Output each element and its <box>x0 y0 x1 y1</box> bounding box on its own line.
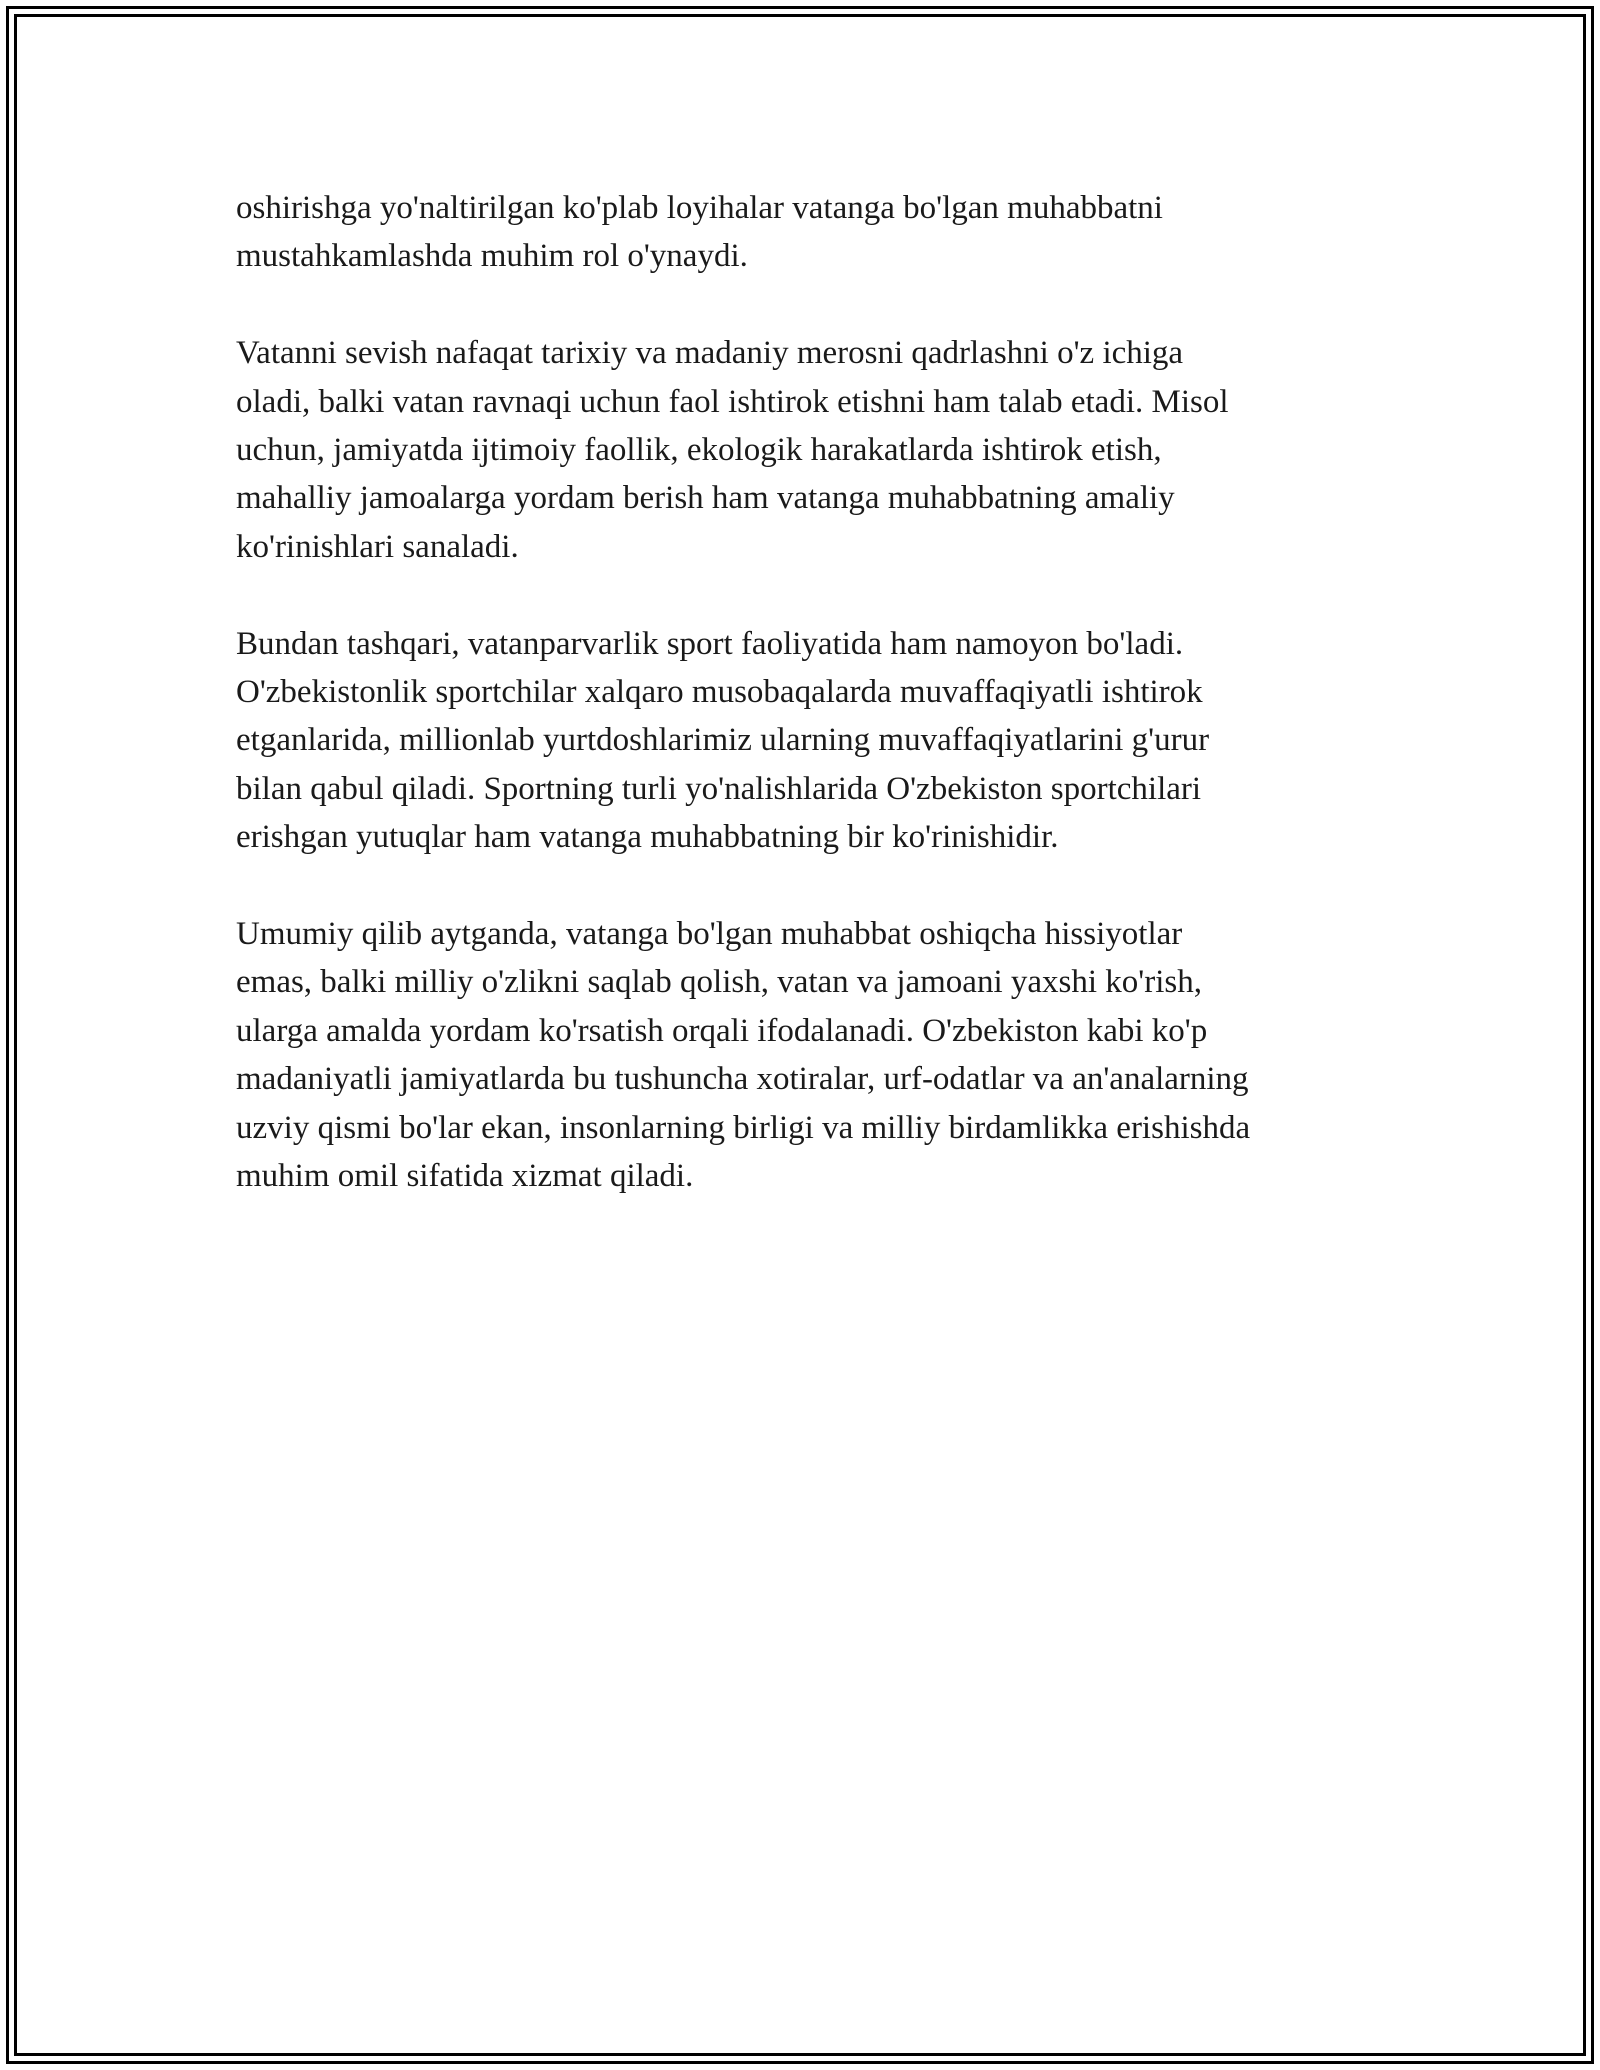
text-line: oladi, balki vatan ravnaqi uchun faol ishtirok etishni ham talab etadi. Misol <box>236 383 1229 420</box>
text-line: Vatanni sevish nafaqat tarixiy va madaniy merosni qadrlashni o'z ichiga <box>236 335 1184 372</box>
text-line: muhim omil sifatida xizmat qiladi. <box>236 1158 694 1195</box>
paragraph-1 <box>236 184 1386 281</box>
paragraph-4 <box>236 910 1386 1200</box>
document-body <box>236 184 1386 1249</box>
text-line: etganlarida, millionlab yurtdoshlarimiz ularning muvaffaqiyatlarini g'urur <box>236 722 1210 759</box>
text-line: mahalliy jamoalarga yordam berish ham vatanga muhabbatning amaliy <box>236 480 1175 517</box>
text-line: ularga amalda yordam ko'rsatish orqali ifodalanadi. O'zbekiston kabi ko'p <box>236 1012 1208 1049</box>
text-line: madaniyatli jamiyatlarda bu tushuncha xotiralar, urf-odatlar va an'analarning <box>236 1061 1249 1098</box>
text-line: erishgan yutuqlar ham vatanga muhabbatning bir ko'rinishidir. <box>236 819 1059 856</box>
paragraph-2 <box>236 329 1386 571</box>
text-line: oshirishga yo'naltirilgan ko'plab loyihalar vatanga bo'lgan muhabbatni <box>236 190 1163 226</box>
paragraph-3 <box>236 620 1386 862</box>
text-line: ko'rinishlari sanaladi. <box>236 528 519 565</box>
text-line: uchun, jamiyatda ijtimoiy faollik, ekologik harakatlarda ishtirok etish, <box>236 432 1162 469</box>
text-line: uzviy qismi bo'lar ekan, insonlarning birligi va milliy birdamlikka erishishda <box>236 1109 1251 1146</box>
text-line: emas, balki milliy o'zlikni saqlab qolish, vatan va jamoani yaxshi ko'rish, <box>236 964 1202 1001</box>
text-line: mustahkamlashda muhim rol o'ynaydi. <box>236 238 748 275</box>
text-line: bilan qabul qiladi. Sportning turli yo'nalishlarida O'zbekiston sportchilari <box>236 770 1202 807</box>
text-line: Bundan tashqari, vatanparvarlik sport faoliyatida ham namoyon bo'ladi. <box>236 625 1184 662</box>
text-line: Umumiy qilib aytganda, vatanga bo'lgan muhabbat oshiqcha hissiyotlar <box>236 916 1183 953</box>
text-line: O'zbekistonlik sportchilar xalqaro musobaqalarda muvaffaqiyatli ishtirok <box>236 674 1203 711</box>
